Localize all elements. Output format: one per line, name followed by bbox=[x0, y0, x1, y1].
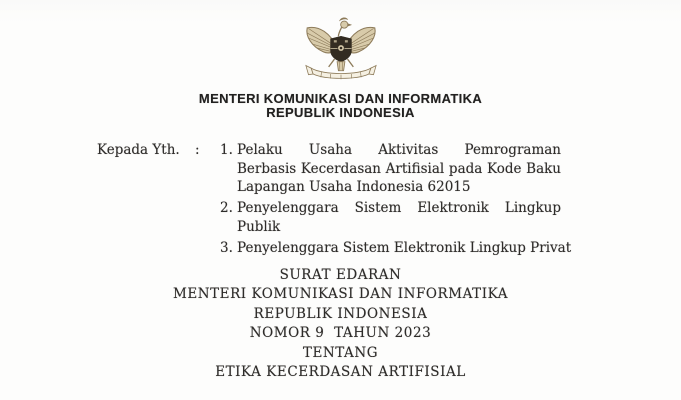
title-number-year: NOMOR 9 TAHUN 2023 bbox=[249, 325, 432, 342]
document-title-block bbox=[0, 266, 681, 382]
title-surat-edaran: SURAT EDARAN bbox=[279, 267, 402, 283]
title-ministry: MENTERI KOMUNIKASI DAN INFORMATIKA bbox=[172, 286, 508, 303]
title-tentang: TENTANG bbox=[302, 344, 379, 361]
item-line: Pelaku Usaha Aktivitas Pemrograman bbox=[237, 142, 561, 158]
item-number: 3. bbox=[220, 239, 233, 256]
letterhead-ministry: MENTERI KOMUNIKASI DAN INFORMATIKA bbox=[198, 91, 483, 106]
garuda-pancasila-icon bbox=[302, 12, 380, 84]
title-republic: REPUBLIK INDONESIA bbox=[253, 305, 428, 322]
item-text bbox=[237, 199, 561, 236]
addressee-item-3 bbox=[220, 239, 572, 258]
item-line: Penyelenggara Sistem Elektronik Lingkup Privat bbox=[237, 239, 572, 256]
addressee-label: Kepada Yth. bbox=[97, 142, 180, 158]
item-text bbox=[237, 239, 572, 258]
addressee-colon: : bbox=[195, 142, 200, 158]
letterhead bbox=[0, 92, 681, 119]
addressee-item-1 bbox=[220, 141, 561, 197]
item-line: Berbasis Kecerdasan Artifisial pada Kode Baku bbox=[237, 160, 561, 177]
addressee-block bbox=[97, 141, 572, 260]
addressee-list bbox=[220, 141, 572, 260]
item-line: Lapangan Usaha Indonesia 62015 bbox=[237, 179, 471, 195]
item-line: Publik bbox=[237, 218, 281, 235]
garuda-pancasila-emblem bbox=[302, 12, 380, 84]
title-subject: ETIKA KECERDASAN ARTIFISIAL bbox=[215, 364, 466, 381]
item-text bbox=[237, 141, 561, 197]
item-line: Penyelenggara Sistem Elektronik Lingkup bbox=[237, 200, 561, 216]
item-number: 2. bbox=[220, 200, 233, 216]
item-number: 1. bbox=[220, 142, 233, 158]
addressee-item-2 bbox=[220, 199, 561, 236]
letterhead-republic: REPUBLIK INDONESIA bbox=[266, 105, 415, 120]
